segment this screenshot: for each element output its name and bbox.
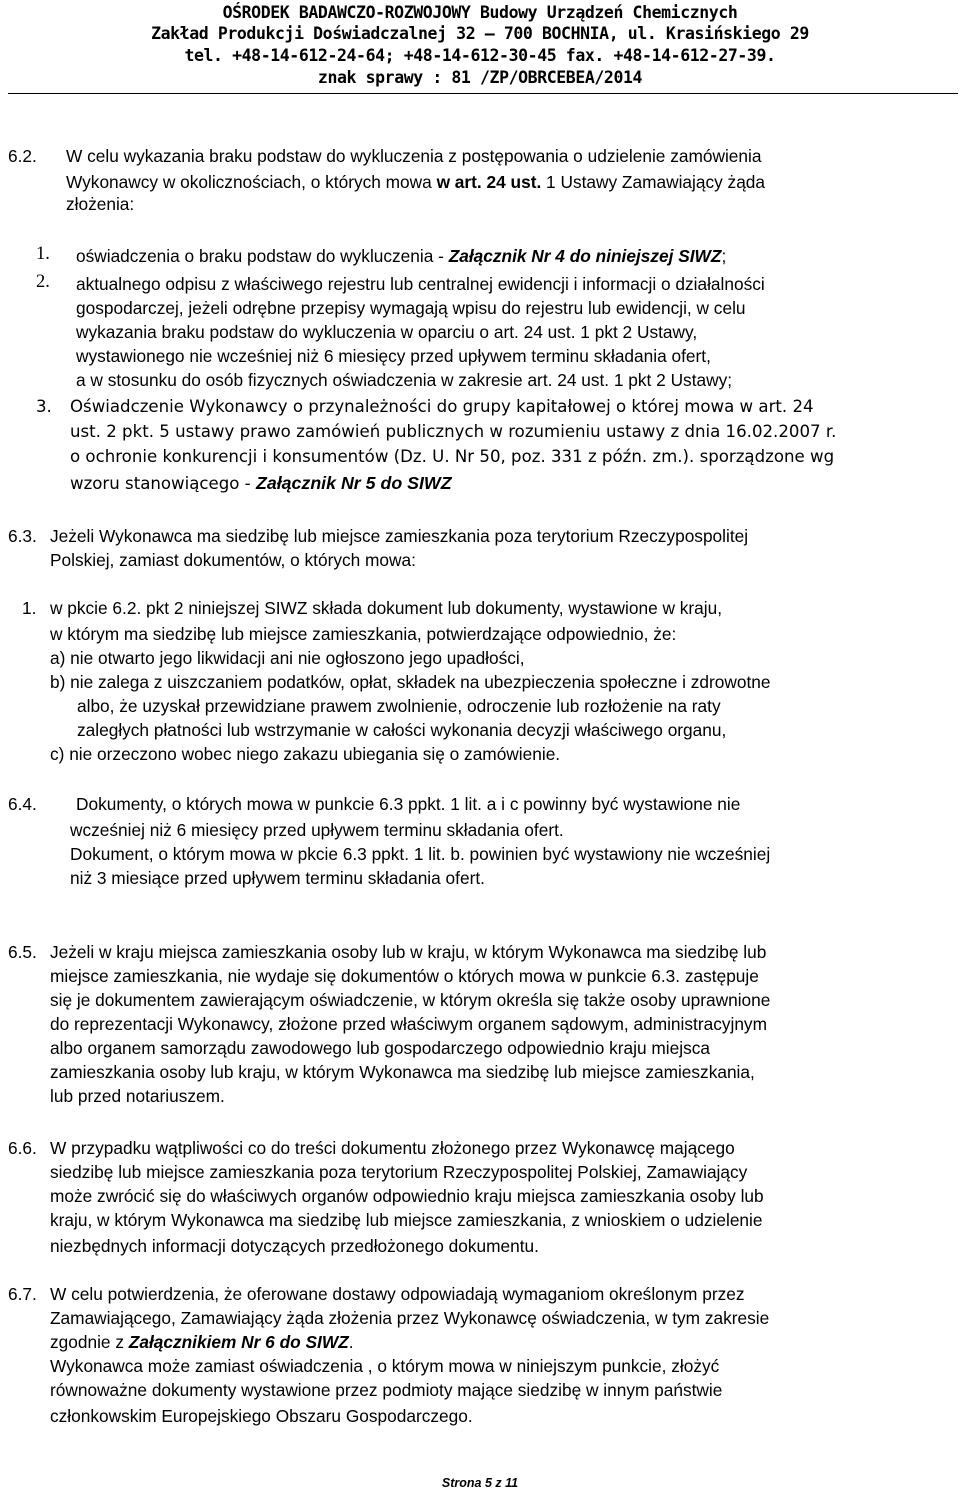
list-item: wystawionego nie wcześniej niż 6 miesięcy przed upływem terminu składania ofert, <box>76 346 711 366</box>
paragraph-line: do reprezentacji Wykonawcy, złożone przed właściwym organem sądowym, administracyjnym <box>50 1014 767 1034</box>
header-phone: tel. +48-14-612-24-64; +48-14-612-30-45 fax. +48-14-612-27-39. <box>184 46 776 65</box>
paragraph-line: W przypadku wątpliwości co do treści dokumentu złożonego przez Wykonawcę mającego <box>50 1138 735 1158</box>
list-item: oświadczenia o braku podstaw do wykluczenia - Załącznik Nr 4 do niniejszej SIWZ; <box>76 246 727 266</box>
list-item: w którym ma siedzibę lub miejsce zamieszkania, potwierdzające odpowiednio, że: <box>50 624 677 644</box>
sub-item-b: b) nie zalega z uiszczaniem podatków, opłat, składek na ubezpieczenia społeczne i zdrowotne <box>50 672 771 692</box>
list-item: Oświadczenie Wykonawcy o przynależności do grupy kapitałowej o której mowa w art. 24 <box>70 397 814 416</box>
list-item: o ochronie konkurencji i konsumentów (Dz. U. Nr 50, poz. 331 z późn. zm.). sporządzone wg <box>70 447 835 466</box>
paragraph-line: zgodnie z Załącznikiem Nr 6 do SIWZ. <box>50 1332 354 1352</box>
header-divider <box>8 93 958 94</box>
list-number: 1. <box>22 598 37 618</box>
list-item: wykazania braku podstaw do wykluczenia w oparciu o art. 24 ust. 1 pkt 2 Ustawy, <box>76 322 698 342</box>
list-item: aktualnego odpisu z właściwego rejestru lub centralnej ewidencji i informacji o działalności <box>76 274 765 294</box>
paragraph-line: Polskiej, zamiast dokumentów, o których mowa: <box>50 550 416 570</box>
paragraph-line: Wykonawca może zamiast oświadczenia , o którym mowa w niniejszym punkcie, złożyć <box>50 1356 720 1376</box>
header-institution: OŚRODEK BADAWCZO-ROZWOJOWY Budowy Urządzeń Chemicznych <box>222 3 738 22</box>
paragraph-line: Dokumenty, o których mowa w punkcie 6.3 ppkt. 1 lit. a i c powinny być wystawione nie <box>76 794 741 814</box>
list-number: 3. <box>36 397 52 416</box>
paragraph-line: Zamawiającego, Zamawiający żąda złożenia przez Wykonawcę oświadczenia, w tym zakresie <box>50 1308 770 1328</box>
paragraph-line: niezbędnych informacji dotyczących przedłożonego dokumentu. <box>50 1236 539 1256</box>
paragraph-line: albo organem samorządu zawodowego lub gospodarczego odpowiednio kraju miejsca <box>50 1038 710 1058</box>
header-address: Zakład Produkcji Doświadczalnej 32 – 700 BOCHNIA, ul. Krasińskiego 29 <box>151 24 809 43</box>
paragraph-line: W celu potwierdzenia, że oferowane dostawy odpowiadają wymaganiom określonym przez <box>50 1284 745 1304</box>
sub-item-a: a) nie otwarto jego likwidacji ani nie ogłoszono jego upadłości, <box>50 648 525 668</box>
sub-item-b: zaległych płatności lub wstrzymanie w całości wykonania decyzji właściwego organu, <box>77 720 727 740</box>
header-case-number: znak sprawy : 81 /ZP/OBRCEBEA/2014 <box>317 68 643 87</box>
paragraph-line: może zwrócić się do właściwych organów odpowiednio kraju miejsca zamieszkania osoby lub <box>50 1186 764 1206</box>
paragraph-line: siedzibę lub miejsce zamieszkania poza terytorium Rzeczypospolitej Polskiej, Zamawiający <box>50 1162 748 1182</box>
paragraph-line: Jeżeli Wykonawca ma siedzibę lub miejsce zamieszkania poza terytorium Rzeczypospolitej <box>50 526 749 546</box>
paragraph-line: Wykonawcy w okolicznościach, o których mowa w art. 24 ust. 1 Ustawy Zamawiający żąda <box>66 172 766 192</box>
paragraph-line: W celu wykazania braku podstaw do wykluczenia z postępowania o udzielenie zamówienia <box>66 146 762 166</box>
paragraph-line: lub przed notariuszem. <box>50 1086 225 1106</box>
paragraph-line: niż 3 miesiące przed upływem terminu składania ofert. <box>70 868 485 888</box>
paragraph-line: równoważne dokumenty wystawione przez podmioty mające siedzibę w innym państwie <box>50 1380 723 1400</box>
paragraph-line: Dokument, o którym mowa w pkcie 6.3 ppkt. 1 lit. b. powinien być wystawiony nie wcześniej <box>70 844 771 864</box>
paragraph-line: wcześniej niż 6 miesięcy przed upływem terminu składania ofert. <box>70 820 564 840</box>
paragraph-line: miejsce zamieszkania, nie wydaje się dokumentów o których mowa w punkcie 6.3. zastępuje <box>50 966 759 986</box>
paragraph-line: się je dokumentem zawierającym oświadczenie, w którym określa się także osoby uprawnione <box>50 990 771 1010</box>
paragraph-line: zamieszkania osoby lub kraju, w którym Wykonawca ma siedzibę lub miejsce zamieszkania, <box>50 1062 755 1082</box>
sub-item-c: c) nie orzeczono wobec niego zakazu ubiegania się o zamówienie. <box>50 744 561 764</box>
paragraph-line: złożenia: <box>66 194 135 214</box>
page-number: Strona 5 z 11 <box>441 1476 519 1490</box>
section-number: 6.6. <box>8 1138 37 1158</box>
section-number: 6.4. <box>8 794 37 814</box>
section-number: 6.5. <box>8 942 37 962</box>
list-item: wzoru stanowiącego - Załącznik Nr 5 do SIWZ <box>70 473 452 493</box>
paragraph-line: Jeżeli w kraju miejsca zamieszkania osoby lub w kraju, w którym Wykonawca ma siedzibę lub <box>50 942 767 962</box>
list-number: 2. <box>36 272 50 292</box>
section-number: 6.2. <box>8 146 37 166</box>
list-item: w pkcie 6.2. pkt 2 niniejszej SIWZ składa dokument lub dokumenty, wystawione w kraju, <box>50 598 723 618</box>
list-item: gospodarczej, jeżeli odrębne przepisy wymagają wpisu do rejestru lub ewidencji, w celu <box>76 298 746 318</box>
paragraph-line: kraju, w którym Wykonawca ma siedzibę lub miejsce zamieszkania, z wnioskiem o udzielenie <box>50 1210 763 1230</box>
section-number: 6.3. <box>8 526 37 546</box>
paragraph-line: członkowskim Europejskiego Obszaru Gospodarczego. <box>50 1406 473 1426</box>
section-number: 6.7. <box>8 1284 37 1304</box>
sub-item-b: albo, że uzyskał przewidziane prawem zwolnienie, odroczenie lub rozłożenie na raty <box>77 696 721 716</box>
list-number: 1. <box>36 244 50 264</box>
list-item: a w stosunku do osób fizycznych oświadczenia w zakresie art. 24 ust. 1 pkt 2 Ustawy; <box>76 370 733 390</box>
list-item: ust. 2 pkt. 5 ustawy prawo zamówień publicznych w rozumieniu ustawy z dnia 16.02.2007 r. <box>70 422 837 441</box>
